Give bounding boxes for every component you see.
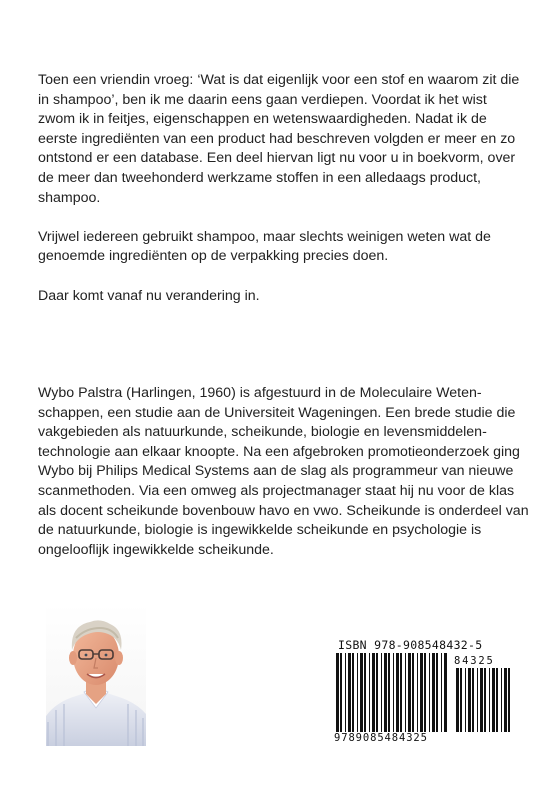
barcode-bar (456, 668, 459, 732)
barcode-bar (496, 668, 498, 732)
blurb-paragraph-2: Vrijwel iedereen gebruikt shampoo, maar slechts weinigen weten wat de genoemde ingrediënten op de verpakking precies doen. (38, 228, 491, 265)
barcode-bar (381, 653, 382, 732)
barcode-bar (429, 653, 430, 732)
barcode-bar (340, 653, 342, 732)
barcode-bar (504, 668, 507, 732)
barcode-bar (436, 653, 438, 732)
barcode-bar (364, 653, 366, 732)
barcode-bar (400, 653, 402, 732)
barcode-bar (369, 653, 370, 732)
barcode-bar (348, 653, 351, 732)
author-photo (46, 604, 146, 746)
blurb-paragraph-1: Toen een vriendin vroeg: ‘Wat is dat eigenlijk voor een stof en waarom zit die in shampoo’, ben ik me daarin eens gaan verdiepen. Voordat ik het wist zwom ik in feitjes, eigenschappen en wetenswaardigheden. Nadat ik de eerste ingrediënten van een product had beschreven volgden er meer en zo ontstond er een database. Een deel hiervan ligt nu voor u in boekvorm, over de meer dan tweehonderd werkzame stoffen in een alledaags product, shampoo. (38, 72, 520, 206)
barcode-bar (408, 653, 411, 732)
barcode-bar (444, 653, 447, 732)
barcode-bar (396, 653, 399, 732)
barcode-bar (501, 668, 502, 732)
isbn-label: ISBN 978-908548432-5 (338, 638, 483, 652)
barcode-bar (460, 668, 462, 732)
barcode-bar (508, 668, 510, 732)
barcode-bar (424, 653, 426, 732)
barcode-bar (417, 653, 418, 732)
barcode-bar (352, 653, 354, 732)
blurb-paragraph-3: Daar komt vanaf nu verandering in. (38, 287, 260, 304)
isbn-barcode (334, 636, 514, 746)
barcode-bar (441, 653, 442, 732)
barcode-bar (376, 653, 378, 732)
barcode-bar (489, 668, 490, 732)
barcode-bar (357, 653, 358, 732)
barcode-bar (484, 668, 486, 732)
barcode-main-digits: 9789085484325 (334, 732, 428, 744)
author-bio (38, 384, 530, 560)
barcode-bar (432, 653, 435, 732)
barcode-bar (480, 668, 483, 732)
barcode-bar (388, 653, 390, 732)
barcode-bar (336, 653, 339, 732)
author-portrait-icon (46, 604, 146, 746)
barcode-bar (384, 653, 387, 732)
barcode-bar (372, 653, 375, 732)
barcode-bar (405, 653, 406, 732)
barcode-bar (393, 653, 394, 732)
barcode-bar (420, 653, 423, 732)
barcode-bar (477, 668, 478, 732)
barcode-bar (468, 668, 471, 732)
barcode-bar (345, 653, 346, 732)
barcode-bar (492, 668, 495, 732)
author-bio-text: Wybo Palstra (Harlingen, 1960) is afgestuurd in de Moleculaire Weten-schappen, een studie aan de Universiteit Wageningen. Een brede studie die vakgebieden als natuurkunde, scheikunde, biologie en levensmiddelen-technologie aan elkaar knoopte. Na een afgebroken promotieonderzoek ging Wybo bij Philips Medical Systems aan de slag als programmeur van nieuwe scanmethoden. Via een omweg als projectmanager staat hij nu voor de klas als docent scheikunde bovenbouw havo en vwo. Scheikunde is onderdeel van de natuurkunde, biologie is ingewikkelde scheikunde en psychologie is ongelooflijk ingewikkelde scheikunde. (38, 385, 529, 558)
barcode-bar (360, 653, 363, 732)
barcode-addon-digits: 84325 (454, 655, 495, 667)
barcode-bars (334, 636, 514, 746)
barcode-bar (472, 668, 474, 732)
barcode-bar (412, 653, 414, 732)
barcode-bar (465, 668, 466, 732)
blurb-text (38, 71, 524, 326)
